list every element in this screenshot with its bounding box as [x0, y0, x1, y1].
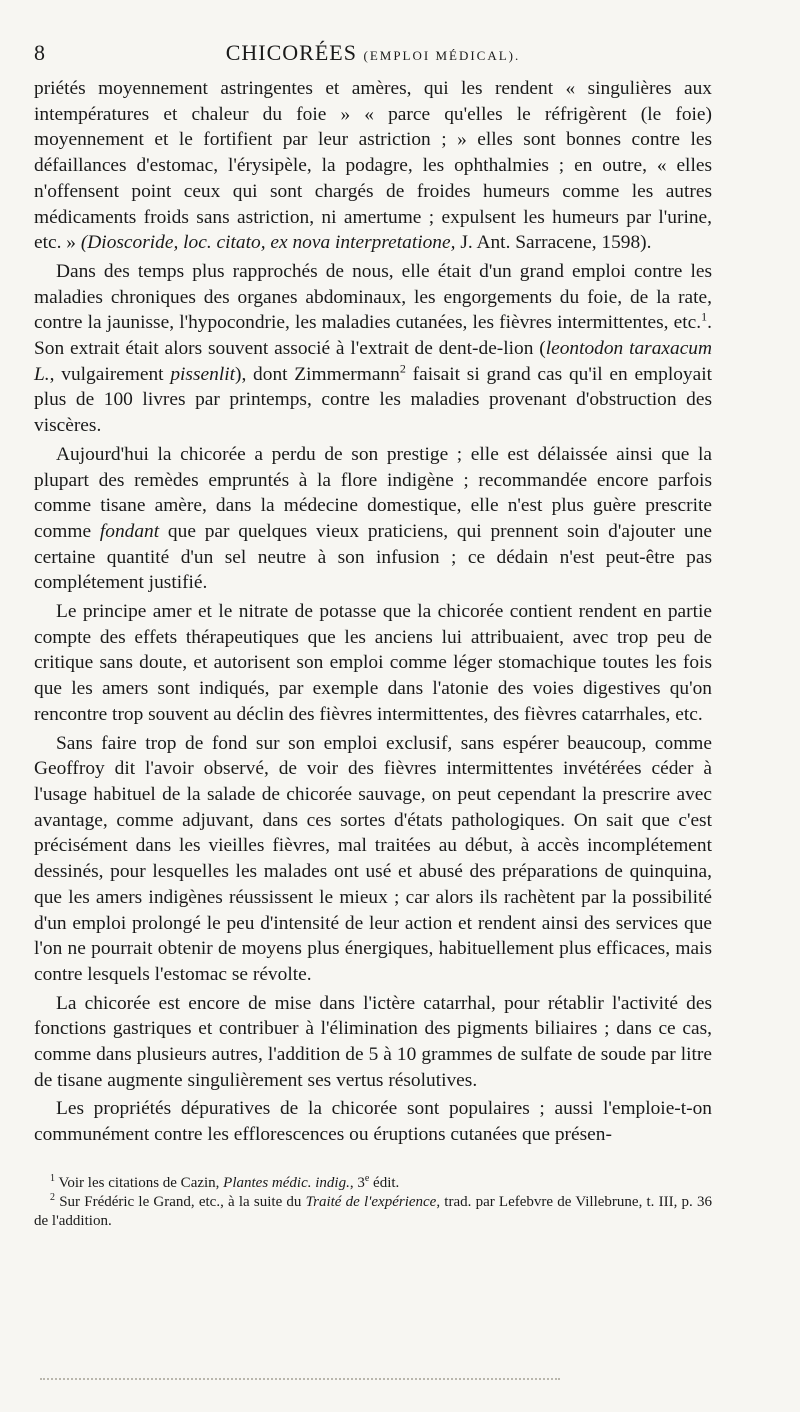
paragraph-text: Aujourd'hui la chicorée a perdu de son prestige ; elle est délaissée ainsi que la plupart des remèdes empruntés à la flore indigène ; recommandée encore parfois comme tisane amère, dans la médecine domestique, elle n'est plus guère prescrite comme: [34, 443, 712, 542]
footnote: [34, 1174, 712, 1193]
paragraph: [34, 731, 712, 988]
paragraph: [34, 599, 712, 728]
paragraph: [34, 442, 712, 596]
footnotes: [34, 1174, 712, 1231]
running-head: [74, 40, 712, 66]
italic-text: Traité de l'expérience: [305, 1193, 437, 1210]
paragraph-text: Sans faire trop de fond sur son emploi exclusif, sans espérer beaucoup, comme Geoffroy dit l'avoir observé, de voir des fièvres intermittentes invétérées céder à l'usage habituel de la salade de chicorée sauvage, on peut cependant la prescrire avec avantage, comme adjuvant, dans ces sortes d'états pathologiques. On sait que c'est précisément dans les vieilles fièvres, mal traitées au début, à accès incomplétement dessinés, pour lesquelles les malades ont usé et abusé des préparations de quinquina, que les amers indigènes réussissent le mieux ; car alors ils rachètent par la possibilité d'un emploi prolongé le peu d'intensité de leur action et rendent ainsi des services que l'on ne pourrait obtenir de moyens plus énergiques, habituellement plus efficaces, mais contre lesquels l'estomac se révolte.: [34, 732, 712, 985]
running-head-subtitle: (EMPLOI MÉDICAL).: [363, 48, 521, 63]
paragraph-text: La chicorée est encore de mise dans l'ictère catarrhal, pour rétablir l'activité des fonctions gastriques et contribuer à l'élimination des pigments biliaires ; dans ce cas, comme dans plusieurs autres, l'addition de 5 à 10 grammes de sulfate de soude par litre de tisane augmente singulièrement ses vertus résolutives.: [34, 992, 712, 1091]
footnote-marker: e: [364, 1172, 370, 1184]
footnote-marker: 1: [701, 309, 708, 324]
paragraph-text: priétés moyennement astringentes et amères, qui les rendent « singulières aux intempératures et chaleur du foie » « parce qu'elles le réfrigèrent (le foie) moyennement et le fortifient par leur astriction ; » elles sont bonnes contre les défaillances d'estomac, l'érysipèle, la podagre, les ophthalmies ; en outre, « elles n'offensent point ceux qui sont chargés de froides humeurs comme les autres médicaments froids sans astriction, ni amertume ; expulsent les humeurs par l'urine, etc. »: [34, 78, 712, 254]
book-page: [34, 40, 712, 1231]
footnote-text: Sur Frédéric le Grand, etc., à la suite du: [55, 1193, 306, 1210]
paragraph: [34, 991, 712, 1094]
footnote-marker: 2: [50, 1191, 55, 1203]
page-number: 8: [34, 40, 45, 65]
footnote-text: , trad. par Lefebvre de Villebrune, t. III, p. 36 de l'addition.: [34, 1193, 712, 1229]
italic-text: pissenlit: [170, 363, 235, 385]
paragraph-text: , vulgairement: [49, 363, 171, 385]
paragraph: [34, 76, 712, 256]
italic-text: (Dioscoride, loc. citato, ex nova interpretatione,: [80, 232, 456, 254]
running-head-title: CHICORÉES: [225, 40, 357, 65]
footnote: [34, 1193, 712, 1231]
body-text: [34, 76, 712, 1148]
paragraph: [34, 259, 712, 439]
paragraph: [34, 1096, 712, 1147]
italic-text: Plantes médic. indig.: [223, 1174, 350, 1191]
footnote-marker: 1: [50, 1172, 55, 1184]
footnote-text: Voir les citations de Cazin,: [55, 1174, 224, 1191]
italic-text: fondant: [99, 520, 160, 542]
paragraph-text: ), dont Zimmermann: [234, 363, 400, 385]
paragraph-text: faisait si grand cas qu'il en employait plus de 100 livres par printemps, contre les maladies provenant d'obstruction des viscères.: [34, 363, 712, 437]
paragraph-text: J. Ant. Sarracene, 1598).: [455, 232, 652, 254]
paragraph-text: Dans des temps plus rapprochés de nous, elle était d'un grand emploi contre les maladies chroniques des organes abdominaux, les engorgements du foie, de la rate, contre la jaunisse, l'hypocondrie, les maladies cutanées, les fièvres intermittentes, etc.: [34, 260, 712, 334]
footnote-marker: 2: [399, 361, 406, 376]
footnote-text: , 3: [349, 1174, 365, 1191]
paragraph-text: . Son extrait était alors souvent associé à l'extrait de dent-de-lion (: [34, 312, 712, 360]
italic-text: leontodon taraxacum L.: [34, 338, 712, 385]
footnote-text: édit.: [369, 1174, 400, 1191]
print-smudge: [40, 1378, 560, 1382]
paragraph-text: que par quelques vieux praticiens, qui prennent soin d'ajouter une certaine quantité d'un sel neutre à son infusion ; ce dédain n'est peut-être pas complétement justifié.: [34, 520, 712, 594]
paragraph-text: Les propriétés dépuratives de la chicorée sont populaires ; aussi l'emploie-t-on communément contre les efflorescences ou éruptions cutanées que présen-: [34, 1098, 712, 1146]
paragraph-text: Le principe amer et le nitrate de potasse que la chicorée contient rendent en partie compte des effets thérapeutiques que les anciens lui attribuaient, avec trop peu de critique sans doute, et autorisent son emploi comme léger stomachique toutes les fois que les amers sont indiqués, par exemple dans l'atonie des voies digestives qu'on rencontre trop souvent au déclin des fièvres intermittentes, des fièvres catarrhales, etc.: [34, 601, 712, 725]
page-header: [34, 40, 712, 76]
